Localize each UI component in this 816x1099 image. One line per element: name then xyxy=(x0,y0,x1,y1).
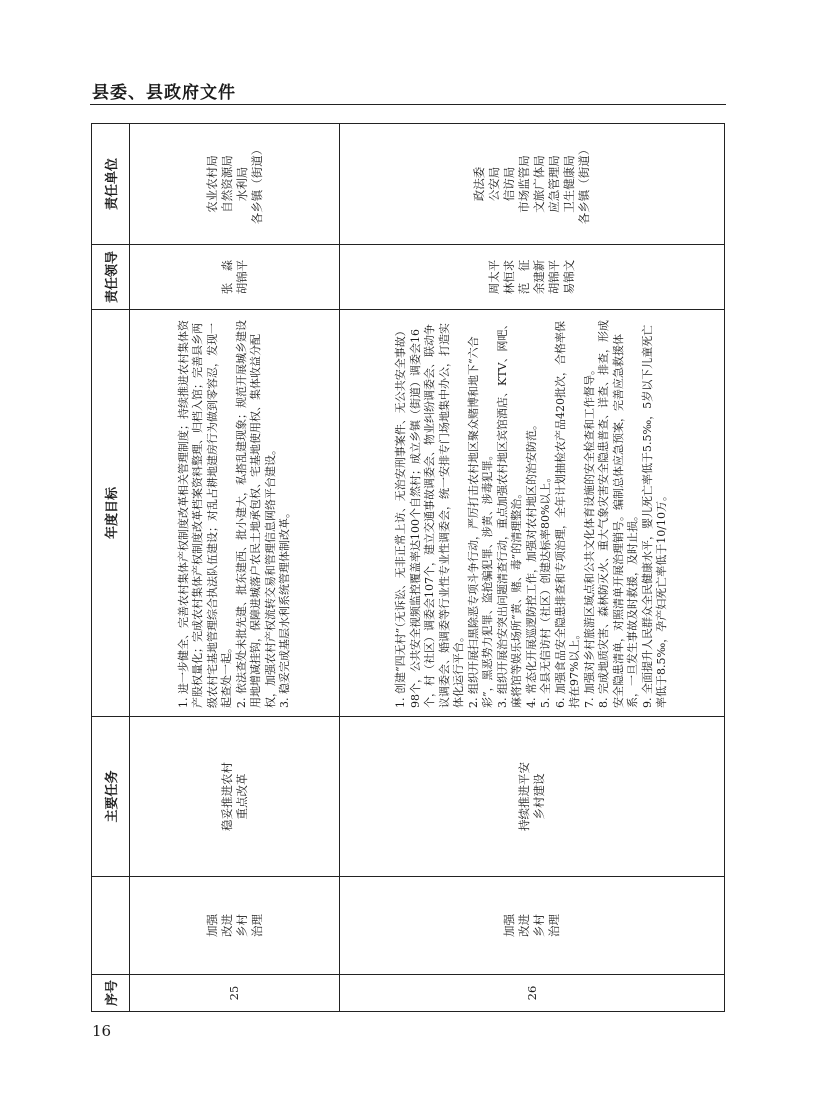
page-number: 16 xyxy=(92,1022,112,1040)
leader-name: 范 征 xyxy=(517,259,531,295)
row-leaders xyxy=(130,245,340,310)
row-task xyxy=(130,717,340,877)
table-row xyxy=(130,124,340,1012)
row-category xyxy=(340,877,725,975)
goal-item: 1. 进一步健全、完善农村集体产权制度改革相关管理制度；持续推进农村集体资产股权量化；完成农村集体产权制度改革档案资料整理、归档入馆；完善县乡两级农村宅基地管理综合执法队伍建设；对乱占耕地建房行为做到零容忍，发现一起查处一起。 xyxy=(176,320,233,708)
unit-name: 自然资源局 xyxy=(219,155,234,213)
goal-item: 9. 全面提升人民群众全民健康水平，婴儿死亡率低于5.5‰，5岁以下儿童死亡率低于8.5‰，孕产妇死亡率低于10/10万。 xyxy=(640,324,669,708)
header-units: 责任单位 xyxy=(92,124,130,245)
goal-item: 3. 组织开展治安突出问题清查行动，重点加强农村地区宾馆酒店、KTV、网吧、麻将馆等娱乐场所“黄、赌、毒”的清理整治。 xyxy=(495,318,524,708)
goal-item: 4. 常态化开展巡逻防控工作，加强对农村地区的治安防范。 xyxy=(524,419,538,708)
category-line: 乡村 xyxy=(234,914,249,937)
row-task xyxy=(340,717,725,877)
header-task: 主要任务 xyxy=(92,717,130,877)
header-seq: 序号 xyxy=(92,975,130,1012)
unit-name: 各乡镇（街道） xyxy=(249,143,264,225)
unit-name: 应急管理局 xyxy=(547,155,561,213)
header-category xyxy=(92,877,130,975)
category-line: 加强 xyxy=(502,914,516,937)
task-line: 乡村建设 xyxy=(532,773,546,820)
unit-name: 公安局 xyxy=(487,166,501,202)
row-seq: 25 xyxy=(130,975,340,1012)
leader-name: 周太平 xyxy=(487,259,501,295)
table-row xyxy=(340,124,725,1012)
goal-item: 8. 完成地质灾害、森林防灭火、重大气象灾害安全隐患普查、详查、排查，形成安全隐患清单，对照清单开展治理销号。编制总体应急预案，完善应急救援体系，一旦发生事故及时救援，及时止损。 xyxy=(597,320,640,708)
unit-name: 农业农村局 xyxy=(204,155,219,213)
row-units xyxy=(340,124,725,245)
goal-item: 7. 加强对乡村旅游区域点和公共文化体育设施的安全检查和工作督导。 xyxy=(582,364,596,708)
task-line: 重点改革 xyxy=(234,773,249,820)
unit-name: 水利局 xyxy=(234,166,249,202)
unit-name: 各乡镇（街道） xyxy=(577,143,591,225)
leader-name: 余建新 xyxy=(532,259,546,295)
leader-name: 胡锦平 xyxy=(547,259,561,295)
goal-item: 2. 组织开展扫黑除恶专项斗争行动，严厉打击农村地区聚众赌博和地下“六合彩”，黑恶势力犯罪、盗抢骗犯罪、涉黄、涉毒犯罪。 xyxy=(466,336,495,708)
task-line: 持续推进平安 xyxy=(517,762,531,831)
row-seq: 26 xyxy=(340,975,725,1012)
goal-item: 1. 创建“四无村”（无诉讼、无非正常上访、无治安刑事案件、无公共安全事故）98个，公共安全视频监控覆盖率达100个自然村；成立乡镇（街道）调委会16个，村（社区）调委会107个，建立交通事故调委会、物业纠纷调委会、联动争议调委会、婚调委等行业性专业性调委会，统一安排专门场地集中办公，打造实体化运行平台。 xyxy=(394,323,466,708)
category-line: 改进 xyxy=(517,914,531,937)
category-line: 乡村 xyxy=(532,914,546,937)
annual-goals-table xyxy=(91,123,725,1012)
category-line: 治理 xyxy=(249,914,264,937)
row-units xyxy=(130,124,340,245)
unit-name: 文旅广体局 xyxy=(532,155,546,213)
row-leaders xyxy=(340,245,725,310)
leader-name: 胡锦平 xyxy=(234,259,249,295)
category-line: 治理 xyxy=(547,914,561,937)
goal-item: 3. 稳妥完成基层水利系统管理体制改革。 xyxy=(278,507,291,708)
task-line: 稳妥推进农村 xyxy=(219,762,234,831)
goal-item: 2. 依法查处未批先建、批东建西、批小建大，私搭乱建现象；规范开展城乡建设用地增减挂钩，保障进城落户农民土地承包权、宅基地使用权、集体收益分配权，加强农村产权流转交易和管理信息网络平台建设。 xyxy=(234,320,277,708)
leader-name: 张 淼 xyxy=(219,259,234,295)
row-goals xyxy=(340,310,725,717)
table-header-row xyxy=(92,124,130,1012)
unit-name: 卫生健康局 xyxy=(562,155,576,213)
header-leaders: 责任领导 xyxy=(92,245,130,310)
leader-name: 林恒求 xyxy=(502,259,516,295)
row-goals xyxy=(130,310,340,717)
page-header: 县委、县政府文件 xyxy=(92,83,236,103)
unit-name: 市场监管局 xyxy=(517,155,531,213)
unit-name: 信访局 xyxy=(502,166,516,202)
category-line: 改进 xyxy=(219,914,234,937)
header-rule xyxy=(90,104,726,105)
unit-name: 政法委 xyxy=(472,166,486,202)
row-category xyxy=(130,877,340,975)
category-line: 加强 xyxy=(204,914,219,937)
goal-item: 6. 加强食品安全隐患排查和专项治理，全年计划抽检农产品420批次，合格率保持在97%以上。 xyxy=(553,321,582,708)
header-goals: 年度目标 xyxy=(92,310,130,717)
goal-item: 5. 全县无信访村（社区）创建达标率80%以上。 xyxy=(539,471,553,708)
rotated-table-container xyxy=(91,124,725,1012)
leader-name: 易锦文 xyxy=(562,259,576,295)
